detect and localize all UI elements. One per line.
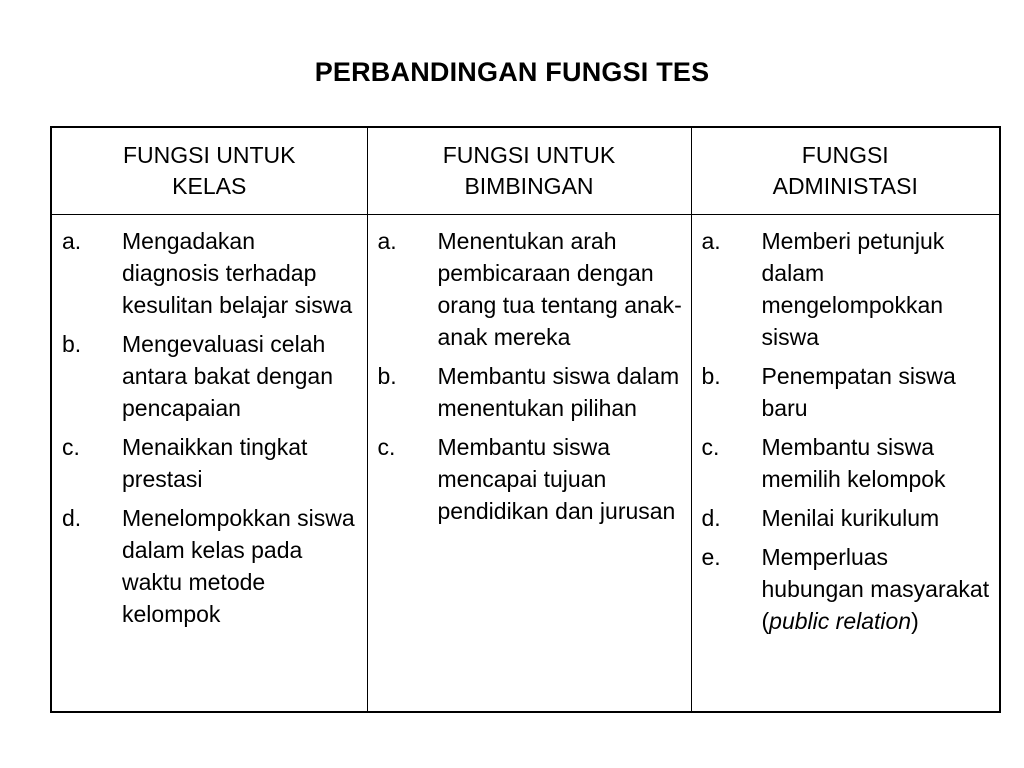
list-item [62,431,359,495]
list-item-text: Menentukan arah pembicaraan dengan orang tua tentang anak-anak mereka [437,228,682,350]
list-item [378,431,683,527]
list-item-text [762,541,992,637]
comparison-table [50,126,1001,713]
list-marker: d. [62,505,82,531]
list-item-text: Menelompokkan siswa dalam kelas pada waktu metode kelompok [122,505,355,627]
cell-bimbingan [367,215,691,713]
list-item-text: Mengevaluasi celah antara bakat dengan pencapaian [122,331,334,421]
list-marker: a. [62,228,82,254]
list-item-text: Penempatan siswa baru [761,363,956,421]
header-kelas-line2: KELAS [172,173,247,199]
list-marker: a. [701,228,721,254]
list-item [378,225,683,353]
header-bimbingan-line1: FUNGSI UNTUK [442,142,616,168]
list-marker: b. [62,331,82,357]
list-marker: e. [701,544,721,570]
header-bimbingan [367,127,691,215]
list-item [62,502,359,630]
list-item [702,225,992,353]
list-item-text: Memberi petunjuk dalam mengelompokkan siswa [761,228,945,350]
list-marker: b. [701,363,721,389]
list-item [378,360,683,424]
header-kelas-line1: FUNGSI UNTUK [123,142,296,168]
header-administasi-line1: FUNGSI [801,142,889,168]
list-item-text: Membantu siswa mencapai tujuan pendidikan dan jurusan [437,434,676,524]
list-item-text: Membantu siswa memilih kelompok [761,434,946,492]
list-item-text: Menilai kurikulum [761,505,940,531]
list-bimbingan [378,225,683,527]
italic-term: public relation [769,608,912,634]
list-marker: c. [377,434,396,460]
header-bimbingan-line2: BIMBINGAN [464,173,594,199]
paren-open: ( [761,608,770,634]
list-marker: b. [377,363,397,389]
list-item [702,431,992,495]
list-marker: d. [701,505,721,531]
list-item-main-text: Memperluas hubungan masyarakat [761,544,990,602]
list-administasi [702,225,992,637]
header-administasi [691,127,1000,215]
cell-administasi [691,215,1000,713]
list-kelas [62,225,359,630]
list-item-text: Membantu siswa dalam menentukan pilihan [437,363,680,421]
list-item-text: Mengadakan diagnosis terhadap kesulitan belajar siswa [122,228,353,318]
list-marker: c. [62,434,80,460]
list-item [62,328,359,424]
header-administasi-line2: ADMINISTASI [772,173,918,199]
list-item [702,502,992,534]
table-body-row [51,215,1000,713]
list-item [62,225,359,321]
list-item [702,360,992,424]
list-marker: a. [377,228,397,254]
list-item-text: Menaikkan tingkat prestasi [122,434,308,492]
header-kelas [51,127,367,215]
list-marker: c. [701,434,720,460]
cell-kelas [51,215,367,713]
table-header-row [51,127,1000,215]
list-item [702,541,992,637]
paren-close: ) [911,608,919,634]
page-title: PERBANDINGAN FUNGSI TES [314,57,710,87]
